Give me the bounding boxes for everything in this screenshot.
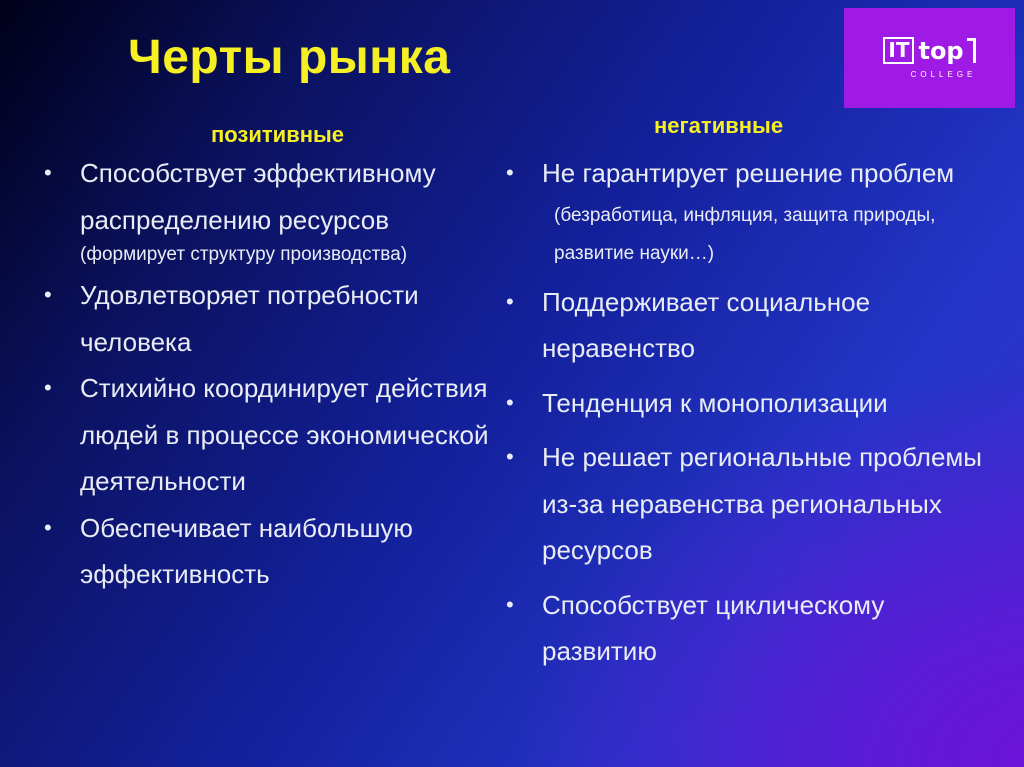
negative-item bbox=[506, 582, 1006, 675]
negative-item bbox=[506, 150, 1006, 273]
positive-item-note: (формирует структуру производства) bbox=[80, 244, 408, 265]
logo-college-text: COLLEGE bbox=[910, 70, 977, 79]
bullet-icon: • bbox=[506, 591, 514, 617]
negative-list bbox=[506, 150, 1006, 675]
positive-item-text: Стихийно координирует действия людей в процессе экономической деятельности bbox=[80, 373, 489, 496]
bullet-icon: • bbox=[44, 514, 52, 540]
bullet-icon: • bbox=[506, 160, 514, 185]
bullet-icon: • bbox=[506, 389, 514, 415]
negative-item-text: Не гарантирует решение проблем bbox=[542, 158, 955, 188]
negative-heading: негативные bbox=[654, 113, 784, 138]
logo-top-text: top bbox=[918, 36, 964, 65]
bullet-icon: • bbox=[44, 282, 52, 307]
negative-item bbox=[506, 434, 1006, 574]
slide-title: Черты рынка bbox=[128, 31, 451, 84]
negative-item-text: Способствует циклическому развитию bbox=[542, 589, 885, 666]
negative-item bbox=[506, 279, 1006, 372]
it-top-college-logo bbox=[844, 8, 1015, 108]
bullet-icon: • bbox=[506, 288, 514, 314]
logo-it-text: IT bbox=[883, 37, 914, 64]
negative-item-text: Поддерживает социальное неравенство bbox=[542, 286, 871, 363]
positive-list bbox=[44, 150, 504, 598]
negative-item-text: Тенденция к монополизации bbox=[542, 387, 888, 418]
positive-item bbox=[44, 150, 504, 270]
positive-item-text: Способствует эффективному распределению ресурсов bbox=[80, 158, 436, 235]
negative-item bbox=[506, 380, 1006, 427]
positive-item-text: Удовлетворяет потребности человека bbox=[80, 280, 419, 357]
positive-item bbox=[44, 505, 504, 598]
logo-bracket-icon bbox=[967, 38, 976, 63]
bullet-icon: • bbox=[44, 160, 52, 185]
bullet-icon: • bbox=[44, 375, 52, 400]
positive-heading: позитивные bbox=[211, 122, 345, 147]
positive-item-text: Обеспечивает наибольшую эффективность bbox=[80, 512, 413, 589]
negative-item-text: Не решает региональные проблемы из-за неравенства региональных ресурсов bbox=[542, 442, 982, 565]
positive-item bbox=[44, 365, 504, 505]
positive-item bbox=[44, 272, 504, 365]
negative-item-note: (безработица, инфляция, защита природы, развитие науки…) bbox=[554, 204, 936, 264]
bullet-icon: • bbox=[506, 444, 514, 469]
